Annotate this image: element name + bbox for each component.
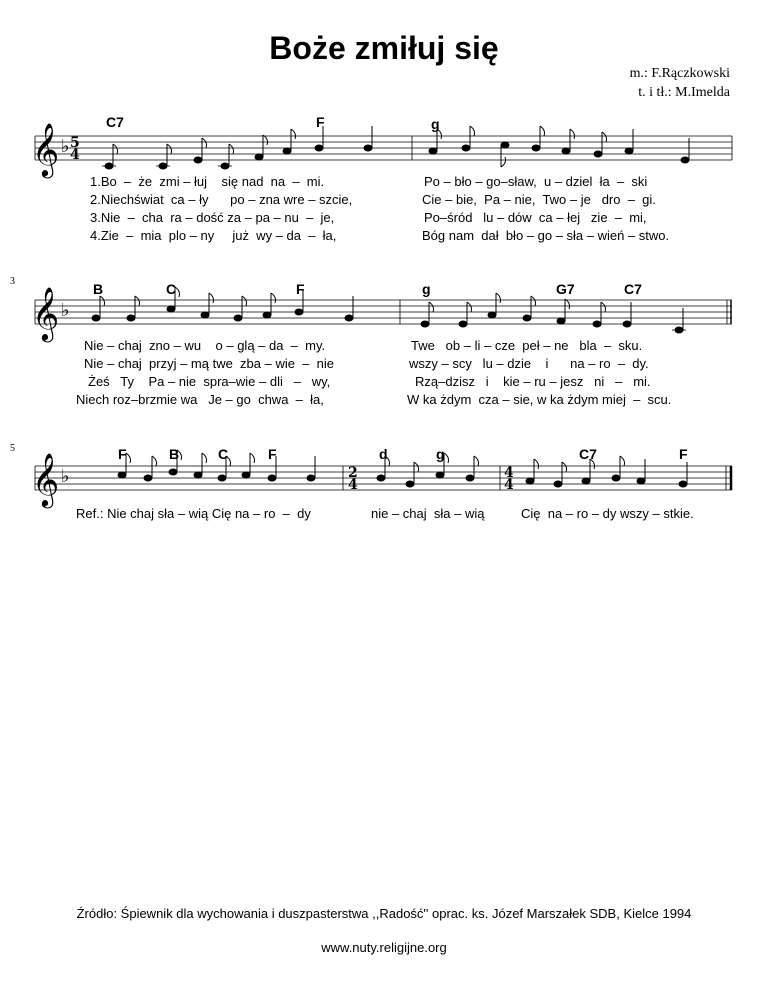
measure-number: 3 [10,276,15,287]
text-credit: t. i tł.: M.Imelda [638,85,730,100]
lyric-line: Po–śród lu – dów ca – łej zie – mi, [424,210,647,225]
lyric-line: 3.Nie – cha ra – dość za – pa – nu – je, [90,210,335,225]
chord-symbol: g [422,281,431,297]
song-title: Boże zmiłuj się [269,30,499,66]
chord-symbol: C [166,281,177,297]
lyric-line: 4.Zie – mia plo – ny już wy – da – ła, [90,228,337,243]
time-signature-denominator: 4 [348,477,358,493]
time-signature-denominator: 4 [70,147,80,163]
time-signature-numerator: 4 [504,465,514,481]
chord-symbol: F [316,114,325,130]
lyric-line: Cie – bie, Pa – nie, Two – je dro – gi. [422,192,656,207]
time-signature-numerator: 5 [70,135,80,151]
chord-symbol: B [169,446,180,462]
chord-symbol: F [118,446,127,462]
chord-symbol: C [218,446,229,462]
chord-symbol: G7 [556,281,575,297]
chord-symbol: C7 [106,114,124,130]
lyric-line: Ref.: Nie chaj sła – wią Cię na – ro – dy [76,506,311,521]
treble-clef-icon: 𝄞 [32,286,60,340]
website-link[interactable]: www.nuty.religijne.org [321,940,447,955]
time-signature-numerator: 2 [348,465,358,481]
lyric-line: Cię na – ro – dy wszy – stkie. [521,506,694,521]
lyric-line: Niech roz–brzmie wa Je – go chwa – ła, [76,392,324,407]
chord-symbol: F [296,281,305,297]
lyric-line: Rzą–dzisz i kie – ru – jesz ni – mi. [415,374,651,389]
lyric-line: 2.Niechświat ca – ły po – zna wre – szcie, [90,192,353,207]
lyric-line: Nie – chaj zno – wu o – glą – da – my. [84,338,326,353]
lyric-line: Twe ob – li – cze peł – ne bla – sku. [411,338,643,353]
lyric-line: Po – bło – go–sław, u – dziel ła – ski [424,174,648,189]
time-signature-denominator: 4 [504,477,514,493]
lyric-line: Nie – chaj przyj – mą twe zba – wie – nie [84,356,335,371]
chord-symbol: g [431,116,440,132]
chord-symbol: C7 [579,446,597,462]
chord-symbol: g [436,446,445,462]
lyric-line: Żeś Ty Pa – nie spra–wie – dli – wy, [88,374,331,389]
lyric-line: Bóg nam dał bło – go – sła – wień – stwo. [422,228,670,243]
flat-icon: ♭ [61,136,70,157]
lyric-line: W ka żdym cza – sie, w ka żdym miej – scu. [407,392,672,407]
flat-icon: ♭ [61,466,70,487]
flat-icon: ♭ [61,300,70,321]
chord-symbol: d [379,446,388,462]
lyric-line: wszy – scy lu – dzie i na – ro – dy. [409,356,649,371]
music-credit: m.: F.Rączkowski [629,66,730,81]
treble-clef-icon: 𝄞 [32,122,60,176]
source-note: Źródło: Śpiewnik dla wychowania i duszpasterstwa ,,Radość'' oprac. ks. Józef Marszałek SDB, Kielce 1994 [76,906,692,921]
treble-clef-icon: 𝄞 [32,452,60,506]
chord-symbol: B [93,281,104,297]
lyric-line: nie – chaj sła – wią [371,506,485,521]
chord-symbol: F [679,446,688,462]
measure-number: 5 [10,443,15,454]
chord-symbol: C7 [624,281,642,297]
lyric-line: 1.Bo – że zmi – łuj się nad na – mi. [90,174,325,189]
chord-symbol: F [268,446,277,462]
